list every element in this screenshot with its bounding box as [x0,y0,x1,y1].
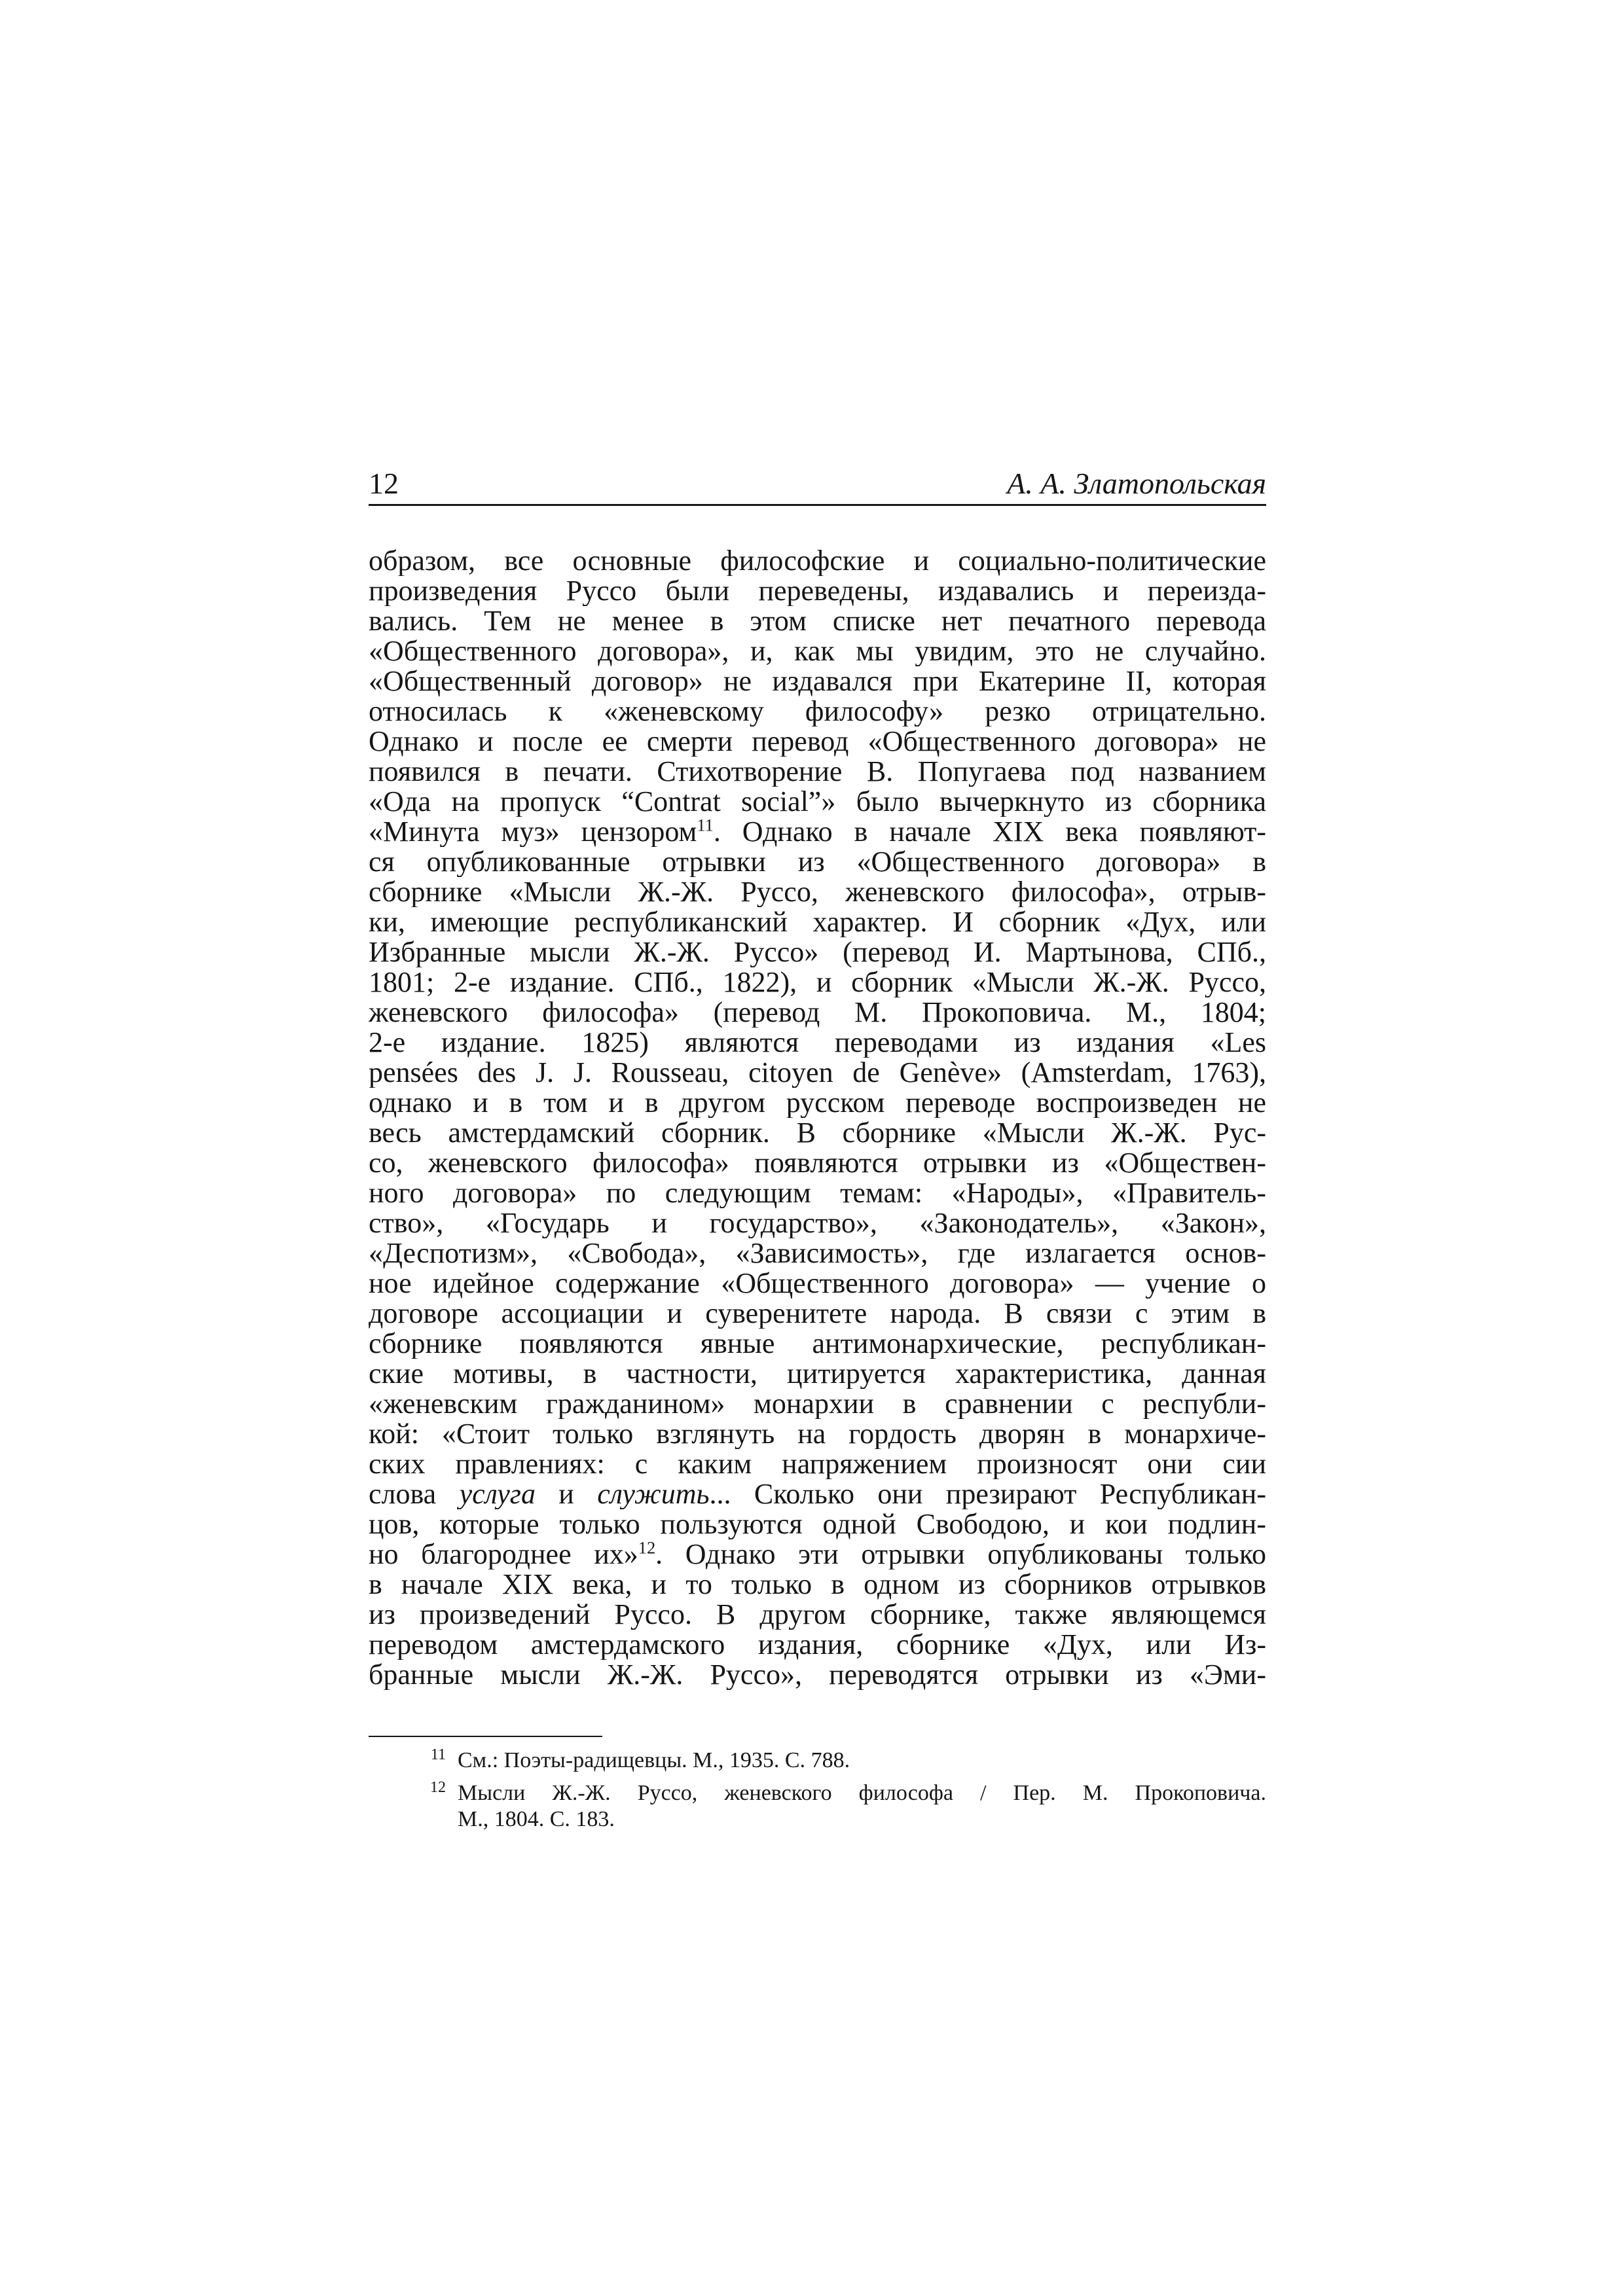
body-line [369,757,1266,787]
body-line [369,1449,1266,1479]
body-line [369,1178,1266,1208]
footnote-line: См.: Поэты-радищевцы. М., 1935. С. 788. [458,1748,850,1772]
footnote-text [458,1748,1266,1774]
body-text: . Однако эти отрывки опубликованы только [655,1539,1266,1570]
body-text: сборнике появляются явные антимонархические, республикан- [369,1329,1266,1359]
body-text: ного договора» по следующим темам: «Народы», «Правитель- [369,1178,1266,1208]
body-line [369,907,1266,937]
body-text: весь амстердамский сборник. В сборнике «Мысли Ж.-Ж. Рус- [369,1118,1266,1148]
body-text: в начале XIX века, и то только в одном из сборников отрывков [369,1570,1266,1600]
body-text: произведения Руссо были переведены, издавались и переизда- [369,576,1266,606]
body-line [369,1630,1266,1660]
running-head [369,465,1266,503]
body-line [369,817,1266,847]
body-text: переводом амстердамского издания, сборнике «Дух, или Из- [369,1630,1266,1660]
body-text: «Общественный договор» не издавался при Екатерине II, которая [369,666,1266,696]
body-line [369,546,1266,576]
body-line [369,877,1266,907]
body-line [369,606,1266,636]
body-text: появился в печати. Стихотворение В. Попугаева под названием [369,757,1266,787]
body-text: сборнике «Мысли Ж.-Ж. Руссо, женевского философа», отрыв- [369,877,1266,907]
body-text: относилась к «женевскому философу» резко отрицательно. [369,696,1266,726]
body-line [369,1208,1266,1238]
body-text: ство», «Государь и государство», «Законодатель», «Закон», [369,1208,1266,1238]
body-line [369,1660,1266,1690]
body-text: «Деспотизм», «Свобода», «Зависимость», где излагается основ- [369,1238,1266,1268]
body-line [369,847,1266,877]
body-text: ное идейное содержание «Общественного договора» — учение о [369,1268,1266,1299]
body-text: 2-е издание. 1825) являются переводами из издания «Les [369,1028,1266,1058]
body-text: «Минута муз» цензором [369,817,697,847]
body-text: ся опубликованные отрывки из «Общественного договора» в [369,847,1266,877]
body-line [369,1088,1266,1118]
footnote-item [369,1748,1266,1774]
body-text: и [535,1479,598,1509]
footnote-number: 12 [430,1779,446,1796]
body-line [369,1419,1266,1449]
body-line [369,1058,1266,1088]
footnote-item [369,1780,1266,1833]
running-title: А. А. Златопольская [1007,467,1266,500]
footnote-text [458,1780,1266,1833]
page-number: 12 [369,467,399,500]
body-text: бранные мысли Ж.-Ж. Руссо», переводятся отрывки из «Эми- [369,1660,1266,1690]
body-text: pensées des J. J. Rousseau, citoyen de Genève» (Amsterdam, 1763), [369,1058,1266,1088]
body-line [369,967,1266,997]
footnotes [369,1748,1266,1839]
body-line [369,726,1266,757]
body-text: ские мотивы, в частности, цитируется характеристика, данная [369,1359,1266,1389]
body-line [369,666,1266,696]
body-text: цов, которые только пользуются одной Свободою, и кои подлин- [369,1509,1266,1539]
body-line [369,1238,1266,1268]
body-line [369,937,1266,967]
footnote-number: 11 [430,1746,446,1763]
body-line [369,1028,1266,1058]
body-text: Избранные мысли Ж.-Ж. Руссо» (перевод И. Мартынова, СПб., [369,937,1266,967]
body-text: слова [369,1479,460,1509]
body-line [369,1509,1266,1539]
body-line [369,787,1266,817]
body-line [369,1359,1266,1389]
body-text: «Общественного договора», и, как мы увидим, это не случайно. [369,636,1266,666]
body-text-block [369,546,1266,1690]
body-line [369,1299,1266,1329]
body-text: «Ода на пропуск “Contrat social”» было вычеркнуто из сборника [369,787,1266,817]
body-text: но благороднее их» [369,1539,638,1570]
body-text: однако и в том и в другом русском переводе воспроизведен не [369,1088,1266,1118]
body-text: договоре ассоциации и суверенитете народа. В связи с этим в [369,1299,1266,1329]
footnote-ref: 11 [697,817,714,835]
body-text: женевского философа» (перевод М. Прокоповича. М., 1804; [369,997,1266,1028]
body-text: ских правлениях: с каким напряжением произносят они сии [369,1449,1266,1479]
emphasis-text: служить [597,1479,710,1509]
body-line [369,1570,1266,1600]
footnote-line: М., 1804. С. 183. [458,1807,615,1831]
body-line [369,1268,1266,1299]
body-line [369,576,1266,606]
body-text: «женевским гражданином» монархии в сравнении с республи- [369,1389,1266,1419]
body-line [369,696,1266,726]
body-line [369,1389,1266,1419]
footnote-ref: 12 [638,1539,656,1558]
body-text: 1801; 2-е издание. СПб., 1822), и сборник «Мысли Ж.-Ж. Руссо, [369,967,1266,997]
body-line [369,1479,1266,1509]
body-text: образом, все основные философские и социально-политические [369,546,1266,576]
body-line [369,997,1266,1028]
body-line [369,1329,1266,1359]
body-text: вались. Тем не менее в этом списке нет печатного перевода [369,606,1266,636]
header-rule [369,504,1266,506]
body-text: . Однако в начале XIX века появляют- [713,817,1266,847]
body-text: со, женевского философа» появляются отрывки из «Обществен- [369,1148,1266,1178]
body-line [369,636,1266,666]
body-text: кой: «Стоит только взглянуть на гордость дворян в монархиче- [369,1419,1266,1449]
body-text: из произведений Руссо. В другом сборнике, также являющемся [369,1600,1266,1630]
body-line [369,1148,1266,1178]
body-text: ... Сколько они презирают Республикан- [709,1479,1266,1509]
emphasis-text: услуга [459,1479,536,1509]
body-text: Однако и после ее смерти перевод «Общественного договора» не [369,726,1266,757]
footnote-line: Мысли Ж.-Ж. Руссо, женевского философа / Пер. М. Прокоповича. [458,1781,1266,1805]
body-text: ки, имеющие республиканский характер. И сборник «Дух, или [369,907,1266,937]
body-line [369,1118,1266,1148]
footnote-separator [369,1736,602,1737]
body-line [369,1539,1266,1570]
body-line [369,1600,1266,1630]
